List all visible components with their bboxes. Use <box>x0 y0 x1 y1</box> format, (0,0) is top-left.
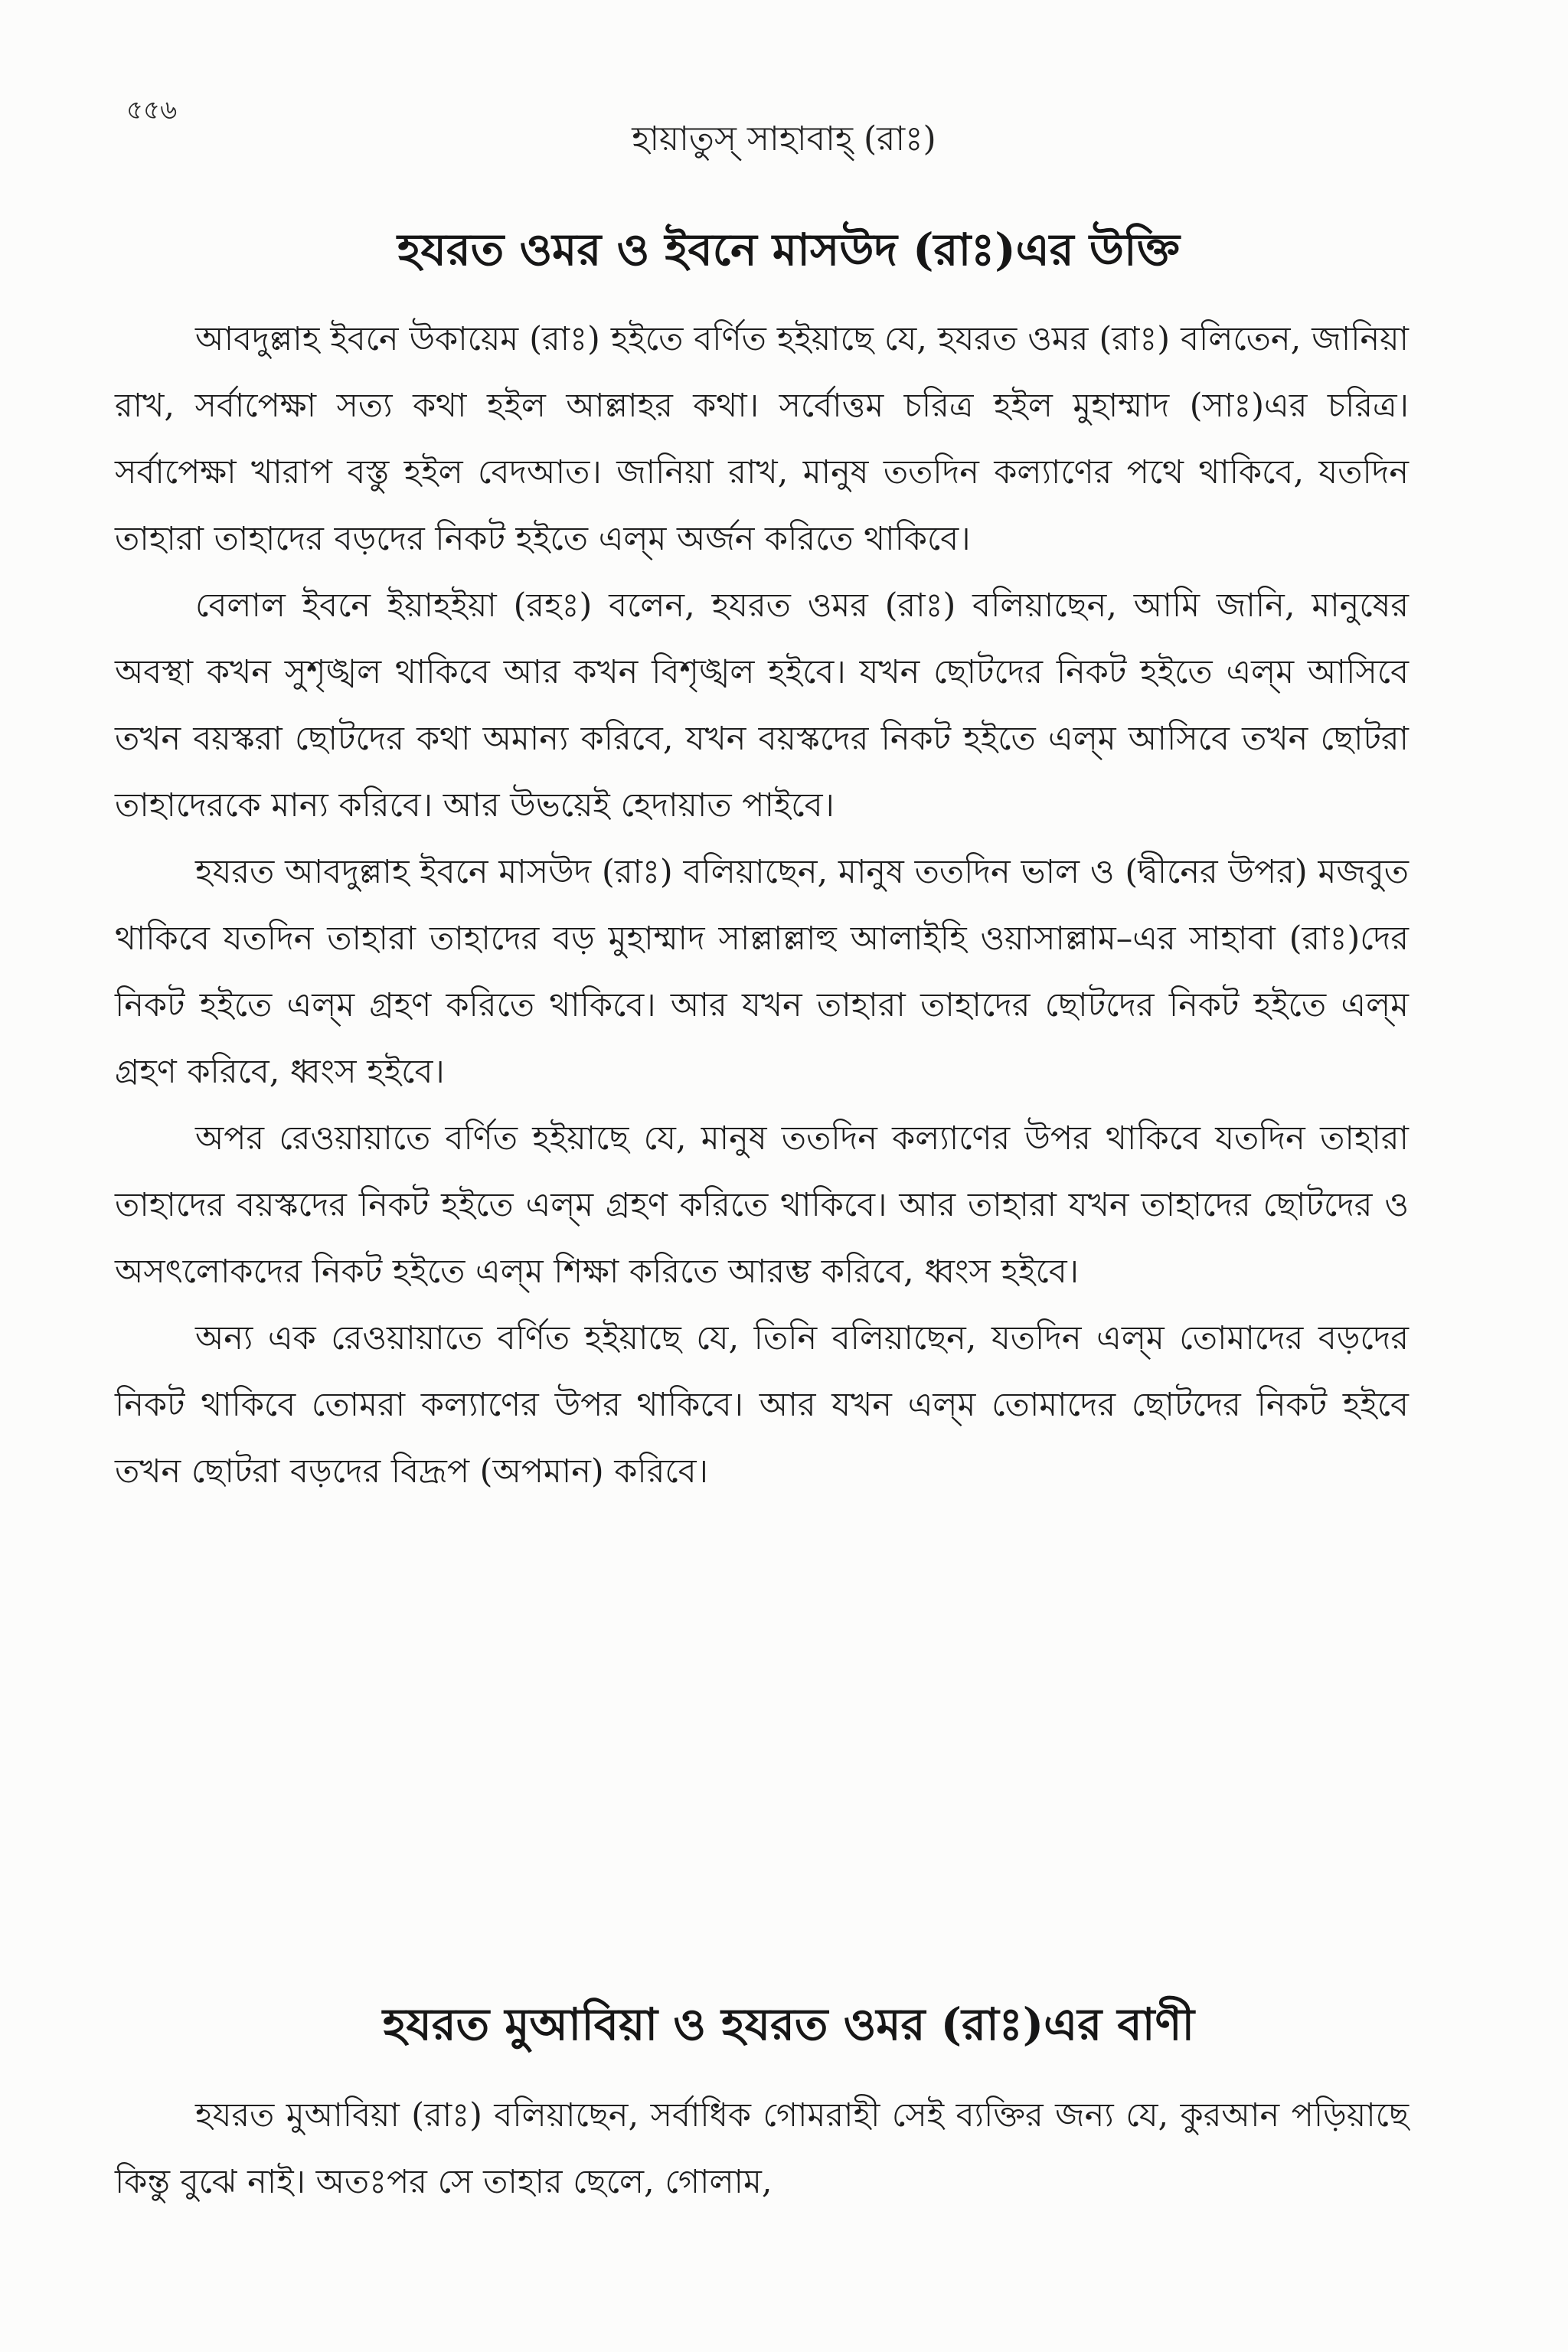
paragraph: বেলাল ইবনে ইয়াহইয়া (রহঃ) বলেন, হযরত ওমর (রাঃ) বলিয়াছেন, আমি জানি, মানুষের অবস্থা কখন সুশৃঙ্খল থাকিবে আর কখন বিশৃঙ্খল হইবে। যখন ছোটদের নিকট হইতে এল্‌ম আসিবে তখন বয়স্করা ছোটদের কথা অমান্য করিবে, যখন বয়স্কদের নিকট হইতে এল্‌ম আসিবে তখন ছোটরা তাহাদেরকে মান্য করিবে। আর উভয়েই হেদায়াত পাইবে। <box>115 586 1409 825</box>
paragraph: অন্য এক রেওয়ায়াতে বর্ণিত হইয়াছে যে, তিনি বলিয়াছেন, যতদিন এল্‌ম তোমাদের বড়দের নিকট থাকিবে তোমরা কল্যাণের উপর থাকিবে। আর যখন এল্‌ম তোমাদের ছোটদের নিকট হইবে তখন ছোটরা বড়দের বিদ্রূপ (অপমান) করিবে। <box>115 1319 1409 1491</box>
section-title-2: হযরত মুআবিয়া ও হযরত ওমর (রাঃ)এর বাণী <box>382 1998 1195 2050</box>
paragraph: হযরত মুআবিয়া (রাঃ) বলিয়াছেন, সর্বাধিক গোমরাহী সেই ব্যক্তির জন্য যে, কুরআন পড়িয়াছে কিন্তু বুঝে নাই। অতঃপর সে তাহার ছেলে, গোলাম, <box>115 2096 1409 2201</box>
section-2-body <box>115 2082 1409 2216</box>
paragraph: হযরত আবদুল্লাহ ইবনে মাসউদ (রাঃ) বলিয়াছেন, মানুষ ততদিন ভাল ও (দ্বীনের উপর) মজবুত থাকিবে যতদিন তাহারা তাহাদের বড় মুহাম্মাদ সাল্লাল্লাহু আলাইহি ওয়াসাল্লাম–এর সাহাবা (রাঃ)দের নিকট হইতে এল্‌ম গ্রহণ করিতে থাকিবে। আর যখন তাহারা তাহাদের ছোটদের নিকট হইতে এল্‌ম গ্রহণ করিবে, ধ্বংস হইবে। <box>115 853 1409 1091</box>
running-title: হায়াতুস্ সাহাবাহ্ (রাঃ) <box>632 119 936 158</box>
paragraph: অপর রেওয়ায়াতে বর্ণিত হইয়াছে যে, মানুষ ততদিন কল্যাণের উপর থাকিবে যতদিন তাহারা তাহাদের বয়স্কদের নিকট হইতে এল্‌ম গ্রহণ করিতে থাকিবে। আর তাহারা যখন তাহাদের ছোটদের ও অসৎলোকদের নিকট হইতে এল্‌ম শিক্ষা করিতে আরম্ভ করিবে, ধ্বংস হইবে। <box>115 1119 1409 1291</box>
page-number: ৫৫৬ <box>126 95 178 126</box>
section-1-body <box>115 306 1409 1505</box>
paragraph: আবদুল্লাহ ইবনে উকায়েম (রাঃ) হইতে বর্ণিত হইয়াছে যে, হযরত ওমর (রাঃ) বলিতেন, জানিয়া রাখ, সর্বাপেক্ষা সত্য কথা হইল আল্লাহর কথা। সর্বোত্তম চরিত্র হইল মুহাম্মাদ (সাঃ)এর চরিত্র। সর্বাপেক্ষা খারাপ বস্তু হইল বেদআত। জানিয়া রাখ, মানুষ ততদিন কল্যাণের পথে থাকিবে, যতদিন তাহারা তাহাদের বড়দের নিকট হইতে এল্‌ম অর্জন করিতে থাকিবে। <box>115 320 1409 558</box>
section-title-1: হযরত ওমর ও ইবনে মাসউদ (রাঃ)এর উক্তি <box>397 224 1180 276</box>
